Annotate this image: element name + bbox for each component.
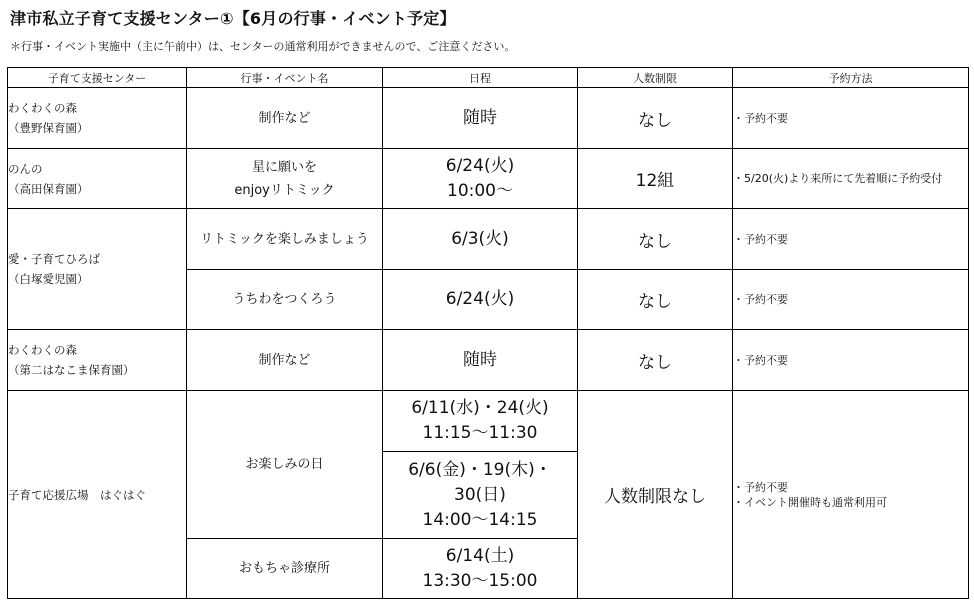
table-row	[8, 149, 969, 209]
header-event: 行事・イベント名	[187, 68, 383, 88]
center-facility: （白塚愛児園）	[8, 272, 89, 286]
date-text: 6/11(水)・24(火)	[411, 398, 549, 418]
caution-note: ＊行事・イベント実施中（主に午前中）は、センターの通常利用ができませんので、ご注意ください。	[10, 40, 516, 53]
center-name-cell	[8, 88, 187, 149]
date-text: 6/3(火)	[451, 228, 509, 249]
date-text: 6/24(火)	[445, 155, 515, 176]
date-cell	[383, 149, 578, 209]
date-text: 6/6(金)・19(木)・	[408, 459, 552, 480]
event-name-cell	[187, 209, 383, 270]
time-text: 11:15～11:30	[422, 423, 538, 443]
event-schedule-table	[7, 67, 969, 599]
limit-cell: なし	[578, 330, 733, 391]
center-name-cell	[8, 391, 187, 599]
center-name-cell	[8, 330, 187, 391]
table-row	[8, 330, 969, 391]
center-facility: （高田保育園）	[8, 181, 89, 196]
date-cell	[383, 330, 578, 391]
reservation-text: ・予約不要	[733, 111, 788, 125]
event-name-cell	[187, 149, 383, 209]
reservation-cell	[733, 209, 969, 270]
header-reservation: 予約方法	[733, 68, 969, 88]
date-text: 随時	[463, 349, 497, 370]
limit-cell: なし	[578, 270, 733, 330]
date-cell	[383, 209, 578, 270]
table-row	[8, 209, 969, 270]
event-name: リトミックを楽しみましょう	[200, 231, 369, 247]
limit-cell: なし	[578, 209, 733, 270]
reservation-text: ・予約不要	[733, 293, 788, 306]
center-facility: （第二はなこま保育園）	[8, 363, 135, 377]
reservation-cell	[733, 149, 969, 209]
page-title: 津市私立子育て支援センター①【6月の行事・イベント予定】	[10, 9, 456, 28]
reservation-text: ・イベント開催時も通常利用可	[733, 495, 887, 509]
date-cell	[383, 391, 578, 452]
table-row	[8, 391, 969, 452]
date-text: 随時	[463, 107, 497, 128]
date-cell	[383, 270, 578, 330]
event-name-cell	[187, 539, 383, 599]
reservation-cell	[733, 330, 969, 391]
event-name: 制作など	[258, 352, 311, 368]
date-text: 30(日)	[454, 484, 506, 505]
event-name: お楽しみの日	[245, 457, 324, 472]
time-text: 14:00～14:15	[422, 509, 538, 530]
time-text: 10:00～	[447, 180, 513, 201]
event-name: enjoyリトミック	[234, 182, 335, 198]
header-limit: 人数制限	[578, 68, 733, 88]
limit-cell: なし	[578, 88, 733, 149]
header-center: 子育て支援センター	[8, 68, 187, 88]
reservation-cell	[733, 88, 969, 149]
center-facility: （豊野保育園）	[8, 121, 89, 135]
reservation-text: ・予約不要	[733, 232, 788, 246]
center-name: わくわくの森	[8, 343, 77, 357]
center-name: わくわくの森	[8, 101, 77, 115]
limit-cell: 人数制限なし	[578, 391, 733, 599]
reservation-text: ・5/20(火)より来所にて先着順に予約受付	[733, 172, 943, 185]
table-row	[8, 88, 969, 149]
event-name: おもちゃ診療所	[238, 561, 330, 576]
center-name: 子育て応援広場 はぐはぐ	[8, 487, 146, 502]
center-name: 愛・子育てひろば	[8, 252, 100, 266]
reservation-text: ・予約不要	[733, 353, 788, 367]
time-text: 13:30～15:00	[422, 570, 538, 591]
date-cell	[383, 539, 578, 599]
date-cell	[383, 452, 578, 539]
event-name: 星に願いを	[251, 159, 317, 175]
event-name-cell	[187, 88, 383, 149]
date-text: 6/24(火)	[445, 289, 515, 309]
reservation-cell	[733, 270, 969, 330]
center-name-cell	[8, 209, 187, 330]
reservation-text: ・予約不要	[733, 480, 788, 494]
center-name: のんの	[8, 161, 43, 176]
event-name-cell	[187, 330, 383, 391]
event-name: 制作など	[258, 110, 311, 126]
date-cell	[383, 88, 578, 149]
date-text: 6/14(土)	[445, 545, 515, 566]
center-name-cell	[8, 149, 187, 209]
event-name: うちわをつくろう	[232, 292, 337, 307]
header-date: 日程	[383, 68, 578, 88]
reservation-cell	[733, 391, 969, 599]
event-name-cell	[187, 270, 383, 330]
limit-cell: 12組	[578, 149, 733, 209]
header-row	[8, 68, 969, 88]
event-name-cell	[187, 391, 383, 539]
